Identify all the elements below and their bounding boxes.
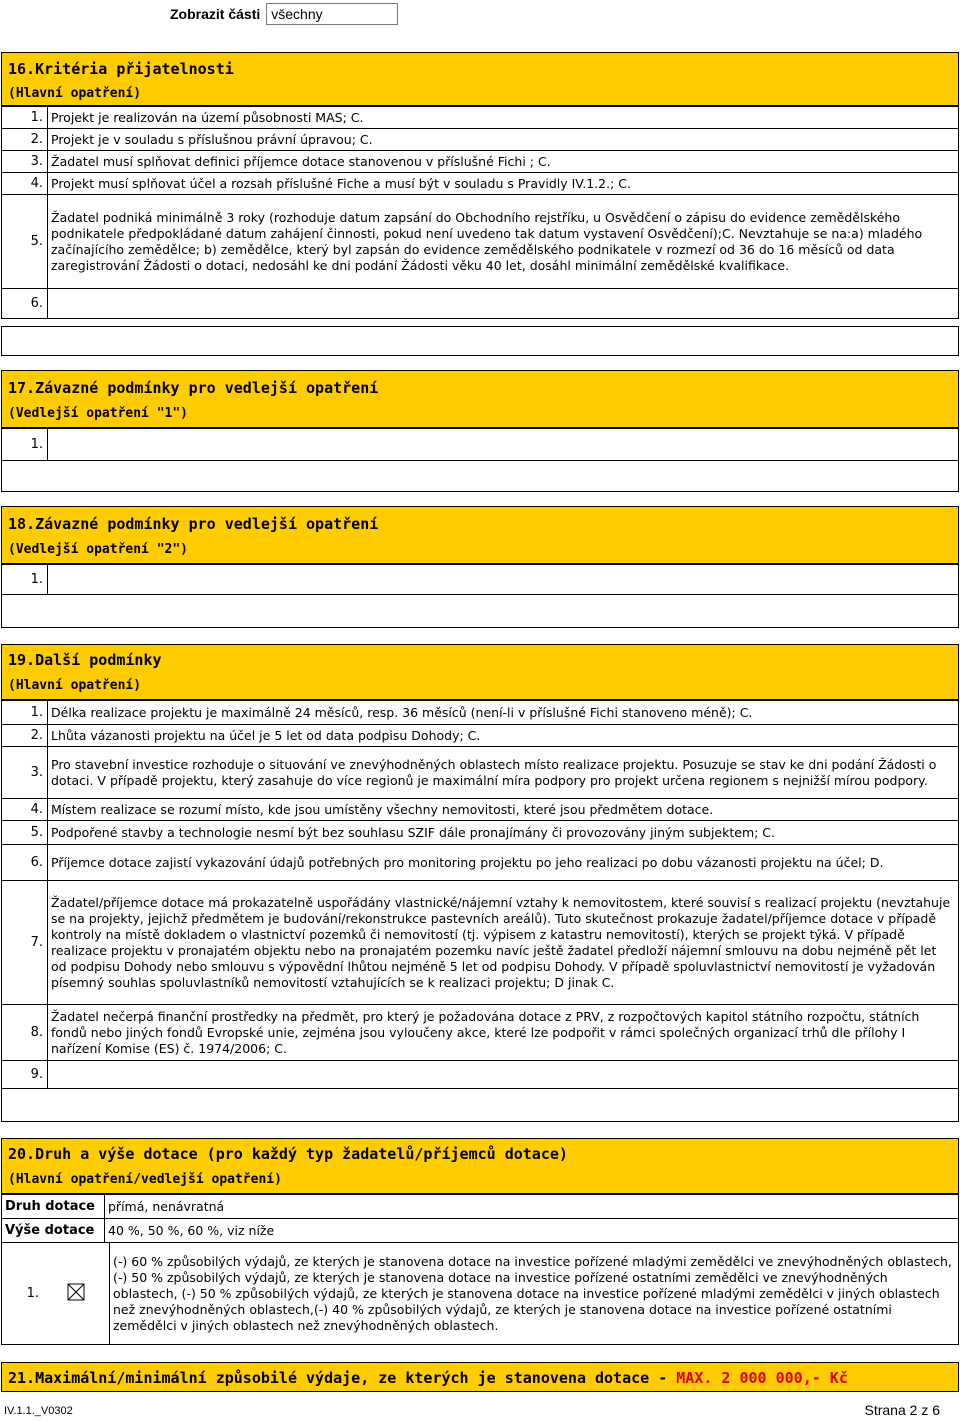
- section-16-list: [1, 106, 959, 319]
- item-text: Příjemce dotace zajistí vykazování údajů potřebných pro monitoring projektu po jeho realizaci po dobu vázanosti projektu na účel; D.: [48, 845, 959, 881]
- filter-bar: [170, 2, 398, 26]
- list-item: [2, 881, 959, 1005]
- item-number: 5.: [2, 195, 48, 289]
- section-19-list: [1, 700, 959, 1089]
- section-21-title: 21.Maximální/minimální způsobilé výdaje, ze kterých je stanovena dotace -: [8, 1369, 677, 1387]
- item-number: 3.: [2, 151, 48, 173]
- list-item: [2, 129, 959, 151]
- section-21-header: [1, 1362, 959, 1392]
- section-20-form: [1, 1194, 959, 1243]
- druh-value: přímá, nenávratná: [105, 1195, 959, 1219]
- filter-select[interactable]: všechny: [266, 3, 398, 25]
- list-item: [2, 1061, 959, 1089]
- section-17-list: [1, 428, 959, 461]
- item-number: 1.: [2, 429, 48, 461]
- item-number: 2.: [2, 129, 48, 151]
- section-20-subtitle: (Hlavní opatření/vedlejší opatření): [8, 1172, 282, 1187]
- section-21-title-wrap: [8, 1369, 848, 1387]
- section-16-header: [1, 52, 959, 106]
- item-text: [48, 429, 959, 461]
- section-17-subtitle: (Vedlejší opatření "1"): [8, 406, 189, 421]
- section-20-header: [1, 1138, 959, 1194]
- section-19-spacer: [1, 1088, 959, 1122]
- item-text: Žadatel/příjemce dotace má prokazatelně uspořádány vlastnické/nájemní vztahy k nemovitostem, které souvisí s realizací projektu (nevztahuje se na projekty, jejichž předmětem je budování/rekonstrukce pastevních areálů). Tuto skutečnost prokazuje žadatel/příjemce dotace v případě kontroly na místě dokladem o vlastnictví pozemků či nemovitostí (tj. výpisem z katastru nemovitostí), kterých se projekt týká. V případě realizace projektu v pronajatém objektu nebo na pronajatém pozemku navíc ještě žadatel předloží nájemní smlouvu na dobu nejméně pět let od podpisu Dohody nebo smlouvu s výpovědní lhůtou nejméně 5 let od podpisu Dohody. V případě spoluvlastnictví nemovitostí je vyžadován písemný souhlas spoluvlastníků nemovitostí vztahujících se k realizaci projektu; D jinak C.: [48, 881, 959, 1005]
- checkbox-cell: [43, 1243, 110, 1345]
- item-text: (-) 60 % způsobilých výdajů, ze kterých je stanovena dotace na investice pořízené mladými zemědělci ve znevýhodněných oblastech, (-) 50 % způsobilých výdajů, ze kterých je stanovena dotace na investice pořízené ostatními zemědělci ve znevýhodněných oblastech, (-) 50 % způsobilých výdajů, ze kterých je stanovena dotace na investice pořízené mladými zemědělci v jiných oblastech než znevýhodněných oblastech,(-) 40 % způsobilých výdajů, ze kterých je stanovena dotace na investice pořízené ostatními zemědělci v jiných oblastech než znevýhodněných oblastech.: [110, 1243, 959, 1345]
- footer-code: IV.1.1._V0302: [4, 1405, 73, 1417]
- item-text: Lhůta vázanosti projektu na účel je 5 let od data podpisu Dohody; C.: [48, 725, 959, 747]
- list-item: [2, 107, 959, 129]
- section-20-title: 20.Druh a výše dotace (pro každý typ žadatelů/příjemců dotace): [8, 1145, 568, 1163]
- item-text: Délka realizace projektu je maximálně 24 měsíců, resp. 36 měsíců (není-li v příslušné Fichi stanoveno méně); C.: [48, 701, 959, 725]
- section-18-title: 18.Závazné podmínky pro vedlejší opatření: [8, 515, 379, 533]
- item-number: 1.: [2, 701, 48, 725]
- page-number: Strana 2 z 6: [864, 1402, 940, 1418]
- list-item: [2, 173, 959, 195]
- section-16-subtitle: (Hlavní opatření): [8, 86, 142, 101]
- item-number: 1.: [2, 1243, 44, 1345]
- item-number: 5.: [2, 821, 48, 845]
- section-17-spacer: [1, 460, 959, 492]
- list-item: [2, 747, 959, 799]
- filter-label: Zobrazit části: [170, 6, 261, 22]
- vyse-value: 40 %, 50 %, 60 %, viz níže: [105, 1219, 959, 1243]
- section-18-list: [1, 564, 959, 595]
- section-19-header: [1, 644, 959, 700]
- item-number: 1.: [2, 107, 48, 129]
- item-number: 4.: [2, 799, 48, 821]
- list-item: [2, 821, 959, 845]
- section-17-title: 17.Závazné podmínky pro vedlejší opatření: [8, 379, 379, 397]
- item-text: Místem realizace se rozumí místo, kde jsou umístěny všechny nemovitosti, které jsou předmětem dotace.: [48, 799, 959, 821]
- item-text: Projekt musí splňovat účel a rozsah příslušné Fiche a musí být v souladu s Pravidly IV.1.2.; C.: [48, 173, 959, 195]
- list-item: [2, 799, 959, 821]
- section-19-subtitle: (Hlavní opatření): [8, 678, 142, 693]
- item-number: 4.: [2, 173, 48, 195]
- item-text: [48, 1061, 959, 1089]
- item-text: Žadatel musí splňovat definici příjemce dotace stanovenou v příslušné Fichi ; C.: [48, 151, 959, 173]
- item-text: Podpořené stavby a technologie nesmí být bez souhlasu SZIF dále pronajímány či provozovány jiným subjektem; C.: [48, 821, 959, 845]
- item-number: 3.: [2, 747, 48, 799]
- vyse-row: [2, 1219, 959, 1243]
- druh-label: Druh dotace: [2, 1195, 105, 1219]
- list-item: [2, 1005, 959, 1061]
- checked-checkbox-icon[interactable]: [67, 1283, 85, 1301]
- item-text: Žadatel nečerpá finanční prostředky na předmět, pro který je požadována dotace z PRV, z rozpočtových kapitol státního rozpočtu, státních fondů nebo jiných fondů Evropské unie, zejména jsou vyloučeny akce, které lze podpořit v rámci společných organizací trhů dle přílohy I nařízení Komise (ES) č. 1974/2006; C.: [48, 1005, 959, 1061]
- list-item: [2, 725, 959, 747]
- list-item: [2, 289, 959, 319]
- max-amount: MAX. 2 000 000,- Kč: [676, 1369, 848, 1387]
- list-item: [2, 565, 959, 595]
- list-item: [2, 195, 959, 289]
- section-18-subtitle: (Vedlejší opatření "2"): [8, 542, 189, 557]
- list-item: [2, 701, 959, 725]
- list-item: [2, 151, 959, 173]
- list-item: [2, 845, 959, 881]
- vyse-label: Výše dotace: [2, 1219, 105, 1243]
- item-number: 7.: [2, 881, 48, 1005]
- item-text: Pro stavební investice rozhoduje o situování ve znevýhodněných oblastech místo realizace projektu. Posuzuje se stav ke dni podání Žádosti o dotaci. V případě projektu, který zasahuje do více regionů je maximální míra podpory pro projekt určena regionem s nejnižší mírou podpory.: [48, 747, 959, 799]
- item-number: 2.: [2, 725, 48, 747]
- item-text: Projekt je v souladu s příslušnou právní úpravou; C.: [48, 129, 959, 151]
- druh-row: [2, 1195, 959, 1219]
- section-17-header: [1, 370, 959, 428]
- item-text: Projekt je realizován na území působnosti MAS; C.: [48, 107, 959, 129]
- item-number: 8.: [2, 1005, 48, 1061]
- item-number: 9.: [2, 1061, 48, 1089]
- section-18-spacer: [1, 594, 959, 628]
- item-text: [48, 565, 959, 595]
- item-number: 6.: [2, 289, 48, 319]
- item-number: 6.: [2, 845, 48, 881]
- item-text: Žadatel podniká minimálně 3 roky (rozhoduje datum zapsání do Obchodního rejstříku, u Osvědčení o zápisu do evidence zemědělského podnikatele předpokládané datum zahájení činnosti, pokud není uvedeno tak datum vystavení Osvědčení);C. Nevztahuje se na:a) mladého začínajícího zemědělce; b) zemědělce, který byl zapsán do evidence zemědělského podnikatele v rozmezí od 36 do 16 měsíců od data zaregistrování Žádosti o dotaci, nedosáhl ke dni podání Žádosti věku 40 let, dosáhl minimální zemědělské kvalifikace.: [48, 195, 959, 289]
- list-item: [2, 1243, 959, 1345]
- section-20-list: [1, 1242, 959, 1345]
- section-16-title: 16.Kritéria přijatelnosti: [8, 60, 234, 78]
- section-18-header: [1, 506, 959, 564]
- item-text: [48, 289, 959, 319]
- section-19-title: 19.Další podmínky: [8, 651, 162, 669]
- item-number: 1.: [2, 565, 48, 595]
- list-item: [2, 429, 959, 461]
- section-16-spacer: [1, 326, 959, 356]
